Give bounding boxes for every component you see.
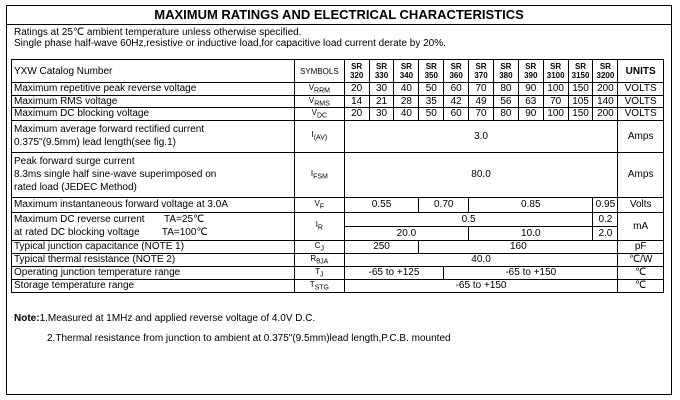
value-cell: 80 bbox=[493, 83, 518, 96]
condition-25c: TA=25℃ bbox=[164, 214, 205, 226]
row-symbol: $C_J$ bbox=[294, 240, 344, 253]
vrrm-row bbox=[12, 83, 664, 96]
tstg-row bbox=[12, 279, 664, 292]
value-cell: 20 bbox=[344, 83, 369, 96]
value-cell: 30 bbox=[369, 83, 394, 96]
row-label: Storage temperature range bbox=[12, 279, 295, 292]
unit-cell: Amps bbox=[618, 120, 664, 152]
note-1: Note:1.Measured at 1MHz and applied reverse voltage of 4.0V D.C. bbox=[14, 313, 316, 324]
intro-line-1: Ratings at 25℃ ambient temperature unless otherwise specified. bbox=[14, 27, 302, 38]
value-cell: -65 to +125 bbox=[344, 266, 444, 279]
value-cell: 0.85 bbox=[469, 197, 593, 212]
value-cell: 21 bbox=[369, 95, 394, 108]
unit-cell: ℃ bbox=[618, 266, 664, 279]
part-header: SR 320 bbox=[344, 60, 369, 83]
part-header: SR 360 bbox=[444, 60, 469, 83]
value-cell: 14 bbox=[344, 95, 369, 108]
value-cell: 150 bbox=[568, 108, 593, 121]
value-cell: 10.0 bbox=[469, 226, 593, 240]
unit-cell: ℃/W bbox=[618, 253, 664, 266]
part-header: SR 350 bbox=[419, 60, 444, 83]
value-cell: 90 bbox=[518, 108, 543, 121]
tj-row bbox=[12, 266, 664, 279]
row-label: Peak forward surge current 8.3ms single half sine-wave superimposed on rated load (JEDEC Method) bbox=[12, 152, 295, 197]
rja-row bbox=[12, 253, 664, 266]
value-cell: 100 bbox=[543, 108, 568, 121]
ratings-table bbox=[11, 59, 664, 293]
row-label: Maximum repetitive peak reverse voltage bbox=[12, 83, 295, 96]
intro-text bbox=[14, 27, 446, 49]
intro-line-2: Single phase half-wave 60Hz,resistive or inductive load,for capacitive load current derate by 20%. bbox=[14, 38, 446, 49]
row-symbol: $R_{\theta JA}$ bbox=[294, 253, 344, 266]
value-cell: 160 bbox=[419, 240, 618, 253]
value-cell: 50 bbox=[419, 83, 444, 96]
part-header: SR 3200 bbox=[593, 60, 618, 83]
row-symbol: $T_J$ bbox=[294, 266, 344, 279]
note-2: 2.Thermal resistance from junction to ambient at 0.375"(9.5mm)lead length,P.C.B. mounted bbox=[47, 333, 451, 344]
value-cell: 50 bbox=[419, 108, 444, 121]
vdc-row bbox=[12, 108, 664, 121]
value-cell: 0.70 bbox=[419, 197, 469, 212]
value-cell: 200 bbox=[593, 83, 618, 96]
value-cell: 150 bbox=[568, 83, 593, 96]
value-cell: 100 bbox=[543, 83, 568, 96]
value-cell: 250 bbox=[344, 240, 419, 253]
catalog-header: YXW Catalog Number bbox=[12, 60, 295, 83]
row-label: Maximum RMS voltage bbox=[12, 95, 295, 108]
header-row bbox=[12, 60, 664, 83]
row-label: Maximum DC reverse current TA=25℃ at rated DC blocking voltage TA=100℃ bbox=[12, 212, 295, 240]
page-title: MAXIMUM RATINGS AND ELECTRICAL CHARACTERISTICS bbox=[7, 6, 671, 25]
value-cell: 30 bbox=[369, 108, 394, 121]
value-cell: 0.95 bbox=[593, 197, 618, 212]
unit-cell: VOLTS bbox=[618, 108, 664, 121]
value-cell: 0.5 bbox=[344, 212, 593, 226]
value-cell: 80.0 bbox=[344, 152, 618, 197]
value-cell: 60 bbox=[444, 108, 469, 121]
row-symbol: $I_{FSM}$ bbox=[294, 152, 344, 197]
row-symbol: $I_R$ bbox=[294, 212, 344, 240]
part-header: SR 390 bbox=[518, 60, 543, 83]
unit-cell: mA bbox=[618, 212, 664, 240]
part-header: SR 3100 bbox=[543, 60, 568, 83]
row-symbol: $V_{DC}$ bbox=[294, 108, 344, 121]
value-cell: 49 bbox=[469, 95, 494, 108]
row-label: Maximum DC blocking voltage bbox=[12, 108, 295, 121]
value-cell: 35 bbox=[419, 95, 444, 108]
part-header: SR 3150 bbox=[568, 60, 593, 83]
value-cell: 90 bbox=[518, 83, 543, 96]
unit-cell: pF bbox=[618, 240, 664, 253]
value-cell: 40 bbox=[394, 83, 419, 96]
value-cell: 140 bbox=[593, 95, 618, 108]
part-header: SR 370 bbox=[469, 60, 494, 83]
row-label: Maximum instantaneous forward voltage at 3.0A bbox=[12, 197, 295, 212]
value-cell: 2.0 bbox=[593, 226, 618, 240]
part-header: SR 380 bbox=[493, 60, 518, 83]
row-label: Typical thermal resistance (NOTE 2) bbox=[12, 253, 295, 266]
value-cell: 40.0 bbox=[344, 253, 618, 266]
value-cell: 3.0 bbox=[344, 120, 618, 152]
value-cell: 20.0 bbox=[344, 226, 468, 240]
unit-cell: Volts bbox=[618, 197, 664, 212]
vrms-row bbox=[12, 95, 664, 108]
ir-row-25c bbox=[12, 212, 664, 226]
value-cell: -65 to +150 bbox=[444, 266, 618, 279]
units-header: UNITS bbox=[618, 60, 664, 83]
value-cell: 0.55 bbox=[344, 197, 419, 212]
value-cell: 42 bbox=[444, 95, 469, 108]
row-label: Typical junction capacitance (NOTE 1) bbox=[12, 240, 295, 253]
value-cell: 105 bbox=[568, 95, 593, 108]
value-cell: 0.2 bbox=[593, 212, 618, 226]
condition-100c: TA=100℃ bbox=[161, 227, 208, 239]
row-symbol: $V_{RMS}$ bbox=[294, 95, 344, 108]
value-cell: 63 bbox=[518, 95, 543, 108]
value-cell: 20 bbox=[344, 108, 369, 121]
unit-cell: VOLTS bbox=[618, 83, 664, 96]
value-cell: 70 bbox=[543, 95, 568, 108]
row-label: Operating junction temperature range bbox=[12, 266, 295, 279]
row-symbol: $V_{RRM}$ bbox=[294, 83, 344, 96]
value-cell: 40 bbox=[394, 108, 419, 121]
vf-row bbox=[12, 197, 664, 212]
value-cell: 200 bbox=[593, 108, 618, 121]
cj-row bbox=[12, 240, 664, 253]
ratings-panel bbox=[6, 5, 672, 395]
symbols-header: SYMBOLS bbox=[294, 60, 344, 83]
ifsm-row bbox=[12, 152, 664, 197]
value-cell: 80 bbox=[493, 108, 518, 121]
value-cell: 56 bbox=[493, 95, 518, 108]
row-symbol: $T_{STG}$ bbox=[294, 279, 344, 292]
value-cell: 70 bbox=[469, 108, 494, 121]
unit-cell: Amps bbox=[618, 152, 664, 197]
value-cell: 70 bbox=[469, 83, 494, 96]
row-symbol: $V_F$ bbox=[294, 197, 344, 212]
part-header: SR 330 bbox=[369, 60, 394, 83]
part-header: SR 340 bbox=[394, 60, 419, 83]
row-label: Maximum average forward rectified current 0.375"(9.5mm) lead length(see fig.1) bbox=[12, 120, 295, 152]
unit-cell: ℃ bbox=[618, 279, 664, 292]
unit-cell: VOLTS bbox=[618, 95, 664, 108]
value-cell: -65 to +150 bbox=[344, 279, 618, 292]
row-symbol: $I_{(AV)}$ bbox=[294, 120, 344, 152]
value-cell: 28 bbox=[394, 95, 419, 108]
value-cell: 60 bbox=[444, 83, 469, 96]
iav-row bbox=[12, 120, 664, 152]
